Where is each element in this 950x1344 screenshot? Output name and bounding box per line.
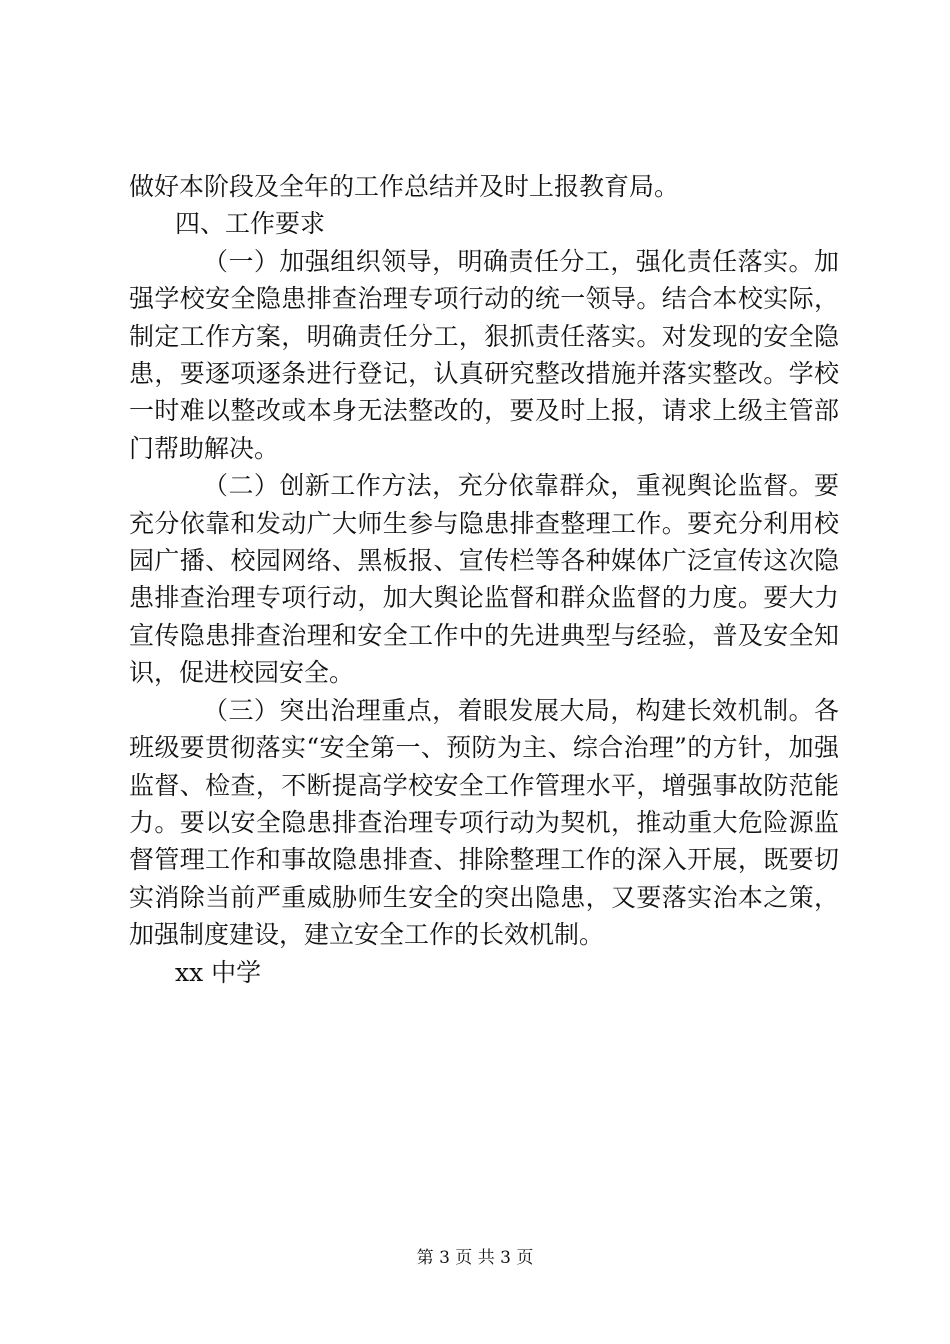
continuation-line: 做好本阶段及全年的工作总结并及时上报教育局。 bbox=[129, 172, 680, 201]
paragraph-2: （二）创新工作方法，充分依靠群众，重视舆论监督。要充分依靠和发动广大师生参与隐患排查整理工作。要充分利用校园广播、校园网络、黑板报、宣传栏等各种媒体广泛宣传这次隐患排查治理专项行动，加大舆论监督和群众监督的力度。要大力宣传隐患排查治理和安全工作中的先进典型与经验，普及安全知识，促进校园安全。 bbox=[129, 471, 839, 688]
paragraph-1: （一）加强组织领导，明确责任分工，强化责任落实。加强学校安全隐患排查治理专项行动的统一领导。结合本校实际，制定工作方案，明确责任分工，狠抓责任落实。对发现的安全隐患，要逐项逐条进行登记，认真研究整改措施并落实整改。学校一时难以整改或本身无法整改的，要及时上报，请求上级主管部门帮助解决。 bbox=[129, 246, 839, 463]
paragraph-3: （三）突出治理重点，着眼发展大局，构建长效机制。各班级要贯彻落实“安全第一、预防为主、综合治理”的方针，加强监督、检查，不断提高学校安全工作管理水平，增强事故防范能力。要以安全隐患排查治理专项行动为契机，推动重大危险源监督管理工作和事故隐患排查、排除整理工作的深入开展，既要切实消除当前严重威胁师生安全的突出隐患，又要落实治本之策，加强制度建设，建立安全工作的长效机制。 bbox=[129, 695, 839, 950]
signature: xx 中学 bbox=[175, 957, 262, 987]
page-footer: 第 3 页 共 3 页 bbox=[416, 1248, 534, 1268]
document-body bbox=[129, 168, 839, 991]
section-heading: 四、工作要求 bbox=[175, 209, 326, 239]
